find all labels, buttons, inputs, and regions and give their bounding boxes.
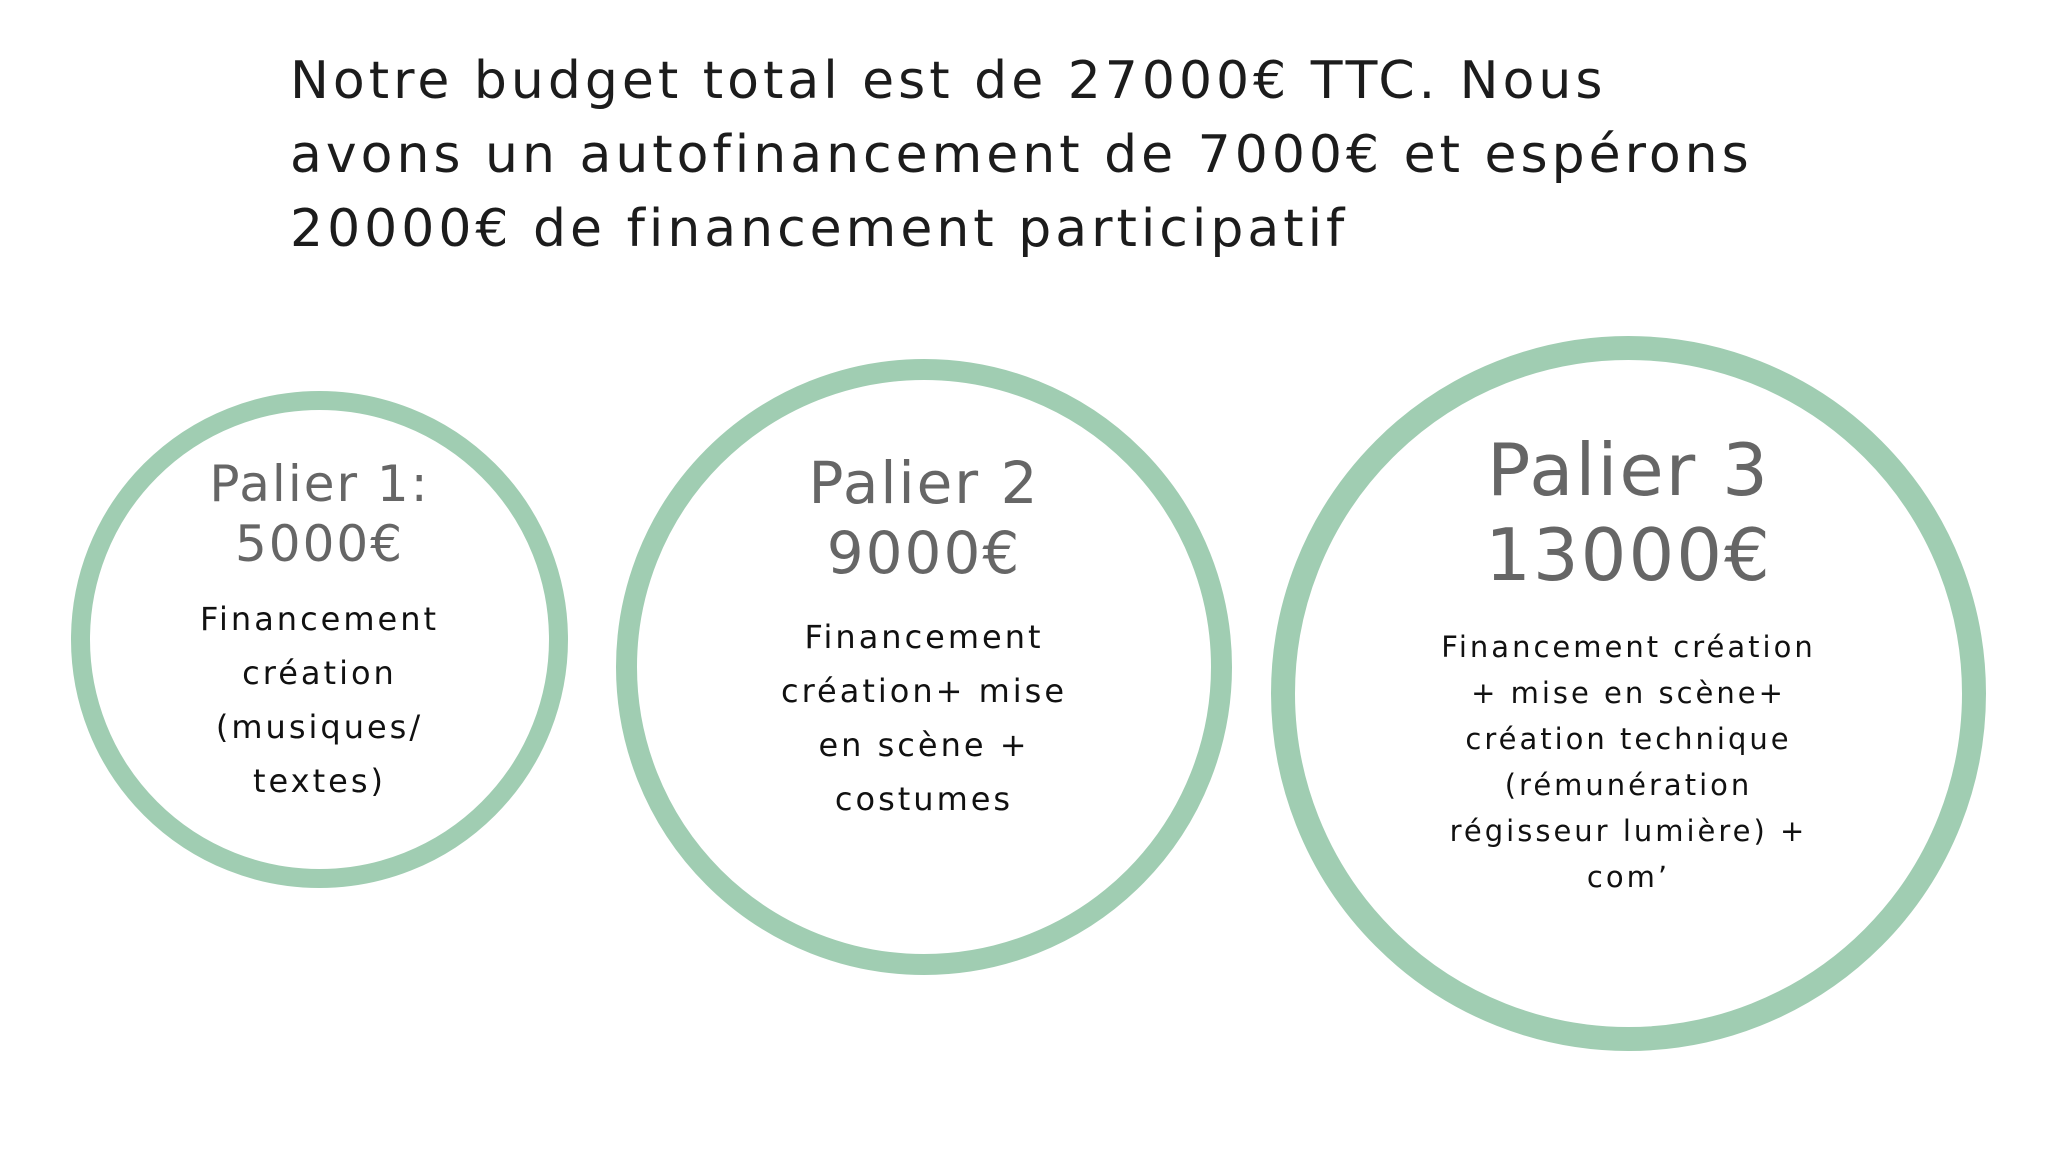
- tier-2-title: Palier 2: [808, 449, 1040, 517]
- tier-3-description: Financement création + mise en scène+ création technique (rémunération régisseur lumière) + com’: [1441, 629, 1816, 894]
- tier-3-amount: 13000€: [1485, 512, 1772, 597]
- tier-2-circle: [616, 359, 1232, 975]
- tier-2-amount: 9000€: [826, 519, 1022, 587]
- tier-1-description: Financement création (musiques/ textes): [199, 599, 440, 800]
- tier-1-title: Palier 1:: [209, 454, 430, 513]
- tier-1-circle: [71, 391, 568, 888]
- tier-1-amount: 5000€: [234, 514, 405, 573]
- tier-3-title: Palier 3: [1487, 427, 1770, 512]
- tier-3-circle: [1271, 336, 1986, 1051]
- tier-2-description: Financement création+ mise en scène + costumes: [780, 618, 1068, 818]
- intro-paragraph: Notre budget total est de 27000€ TTC. Nous avons un autofinancement de 7000€ et espérons 20000€ de financement participatif: [290, 51, 1753, 259]
